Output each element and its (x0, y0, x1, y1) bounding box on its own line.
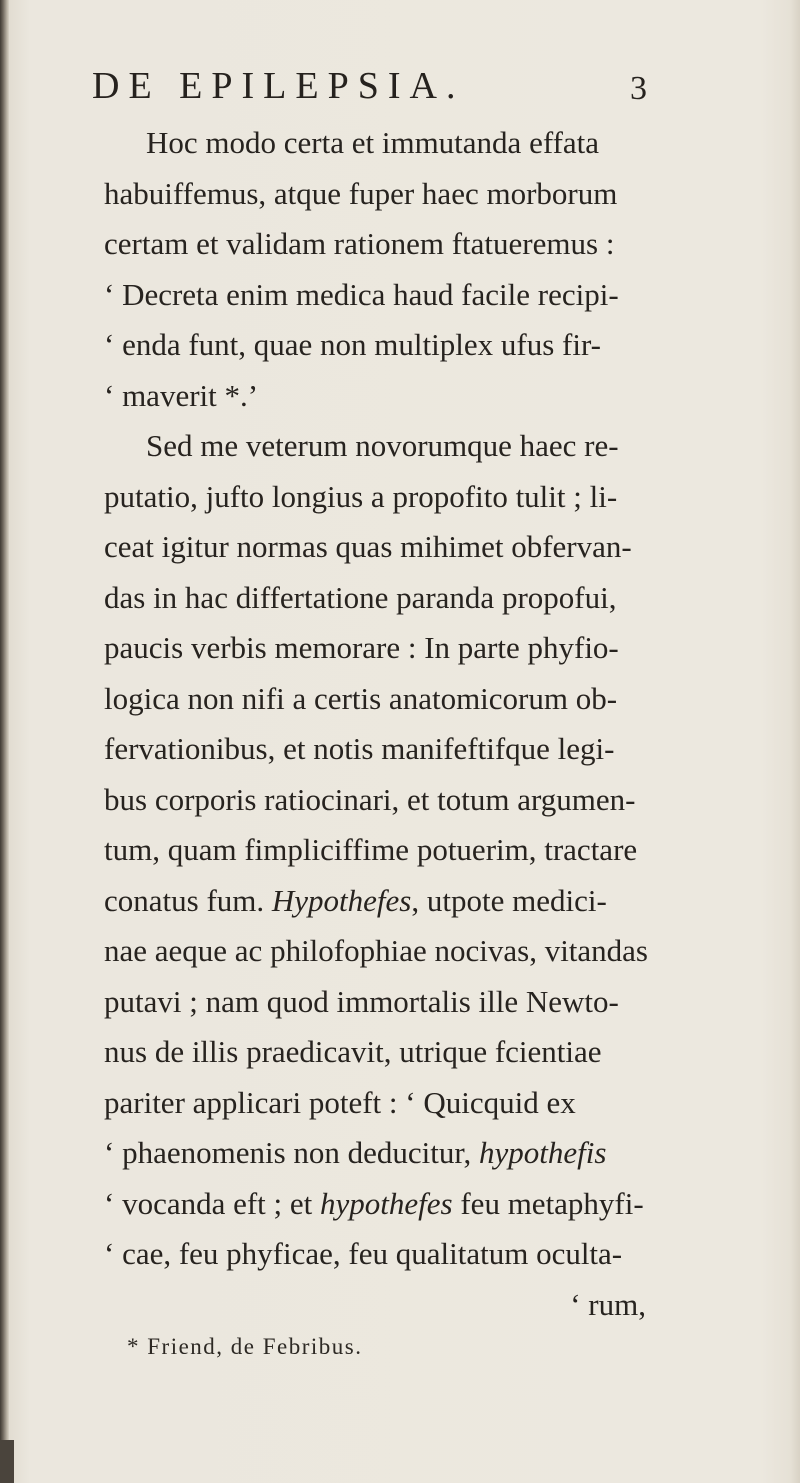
footnote: * Friend, de Febribus. (127, 1334, 363, 1359)
text-line: certam et validam rationem ftatueremus : (104, 226, 615, 261)
running-header (92, 64, 672, 112)
text-line-catchword: ‘ rum, (570, 1286, 646, 1322)
text-line: pariter applicari poteft : ‘ Quicquid ex (104, 1084, 576, 1120)
text-line: tum, quam fimpliciffime potuerim, tractare (104, 832, 638, 867)
text-line: ‘ vocanda eft ; et hypothefes feu metaphyfi- (104, 1185, 644, 1221)
running-title: DE EPILEPSIA. (92, 65, 465, 107)
text-line: logica non nifi a certis anatomicorum ob- (104, 680, 618, 716)
body-text (104, 118, 664, 1330)
text-line: paucis verbis memorare : In parte phyfio- (104, 630, 619, 665)
text-line: Sed me veterum novorumque haec re- (146, 428, 619, 463)
text-line: nae aeque ac philofophiae nocivas, vitandas (104, 933, 648, 968)
book-binding-edge (0, 0, 9, 1483)
text-line: ‘ phaenomenis non deducitur, hypothefis (104, 1135, 607, 1170)
text-line: putavi ; nam quod immortalis ille Newto- (104, 983, 619, 1019)
text-line: bus corporis ratiocinari, et totum argumen- (104, 781, 636, 817)
page-number: 3 (630, 70, 647, 107)
text-line: fervationibus, et notis manifeftifque legi- (104, 731, 615, 766)
text-line: ‘ cae, feu phyficae, feu qualitatum oculta- (104, 1236, 623, 1271)
text-line: nus de illis praedicavit, utrique fcientiae (104, 1034, 602, 1069)
text-line: ceat igitur normas quas mihimet obfervan- (104, 529, 632, 564)
text-line: ‘ maverit *.’ (104, 377, 259, 413)
text-line: Hoc modo certa et immutanda effata (146, 125, 600, 160)
book-binding-shadow (0, 1440, 14, 1483)
text-line: das in hac differtatione paranda propofui, (104, 579, 617, 615)
text-line: ‘ enda funt, quae non multiplex ufus fir- (104, 327, 601, 362)
text-line: ‘ Decreta enim medica haud facile recipi- (104, 276, 619, 312)
text-line: habuiffemus, atque fuper haec morborum (104, 175, 618, 211)
text-line: putatio, jufto longius a propofito tulit ; li- (104, 478, 618, 514)
text-line: conatus fum. Hypothefes, utpote medici- (104, 882, 607, 918)
